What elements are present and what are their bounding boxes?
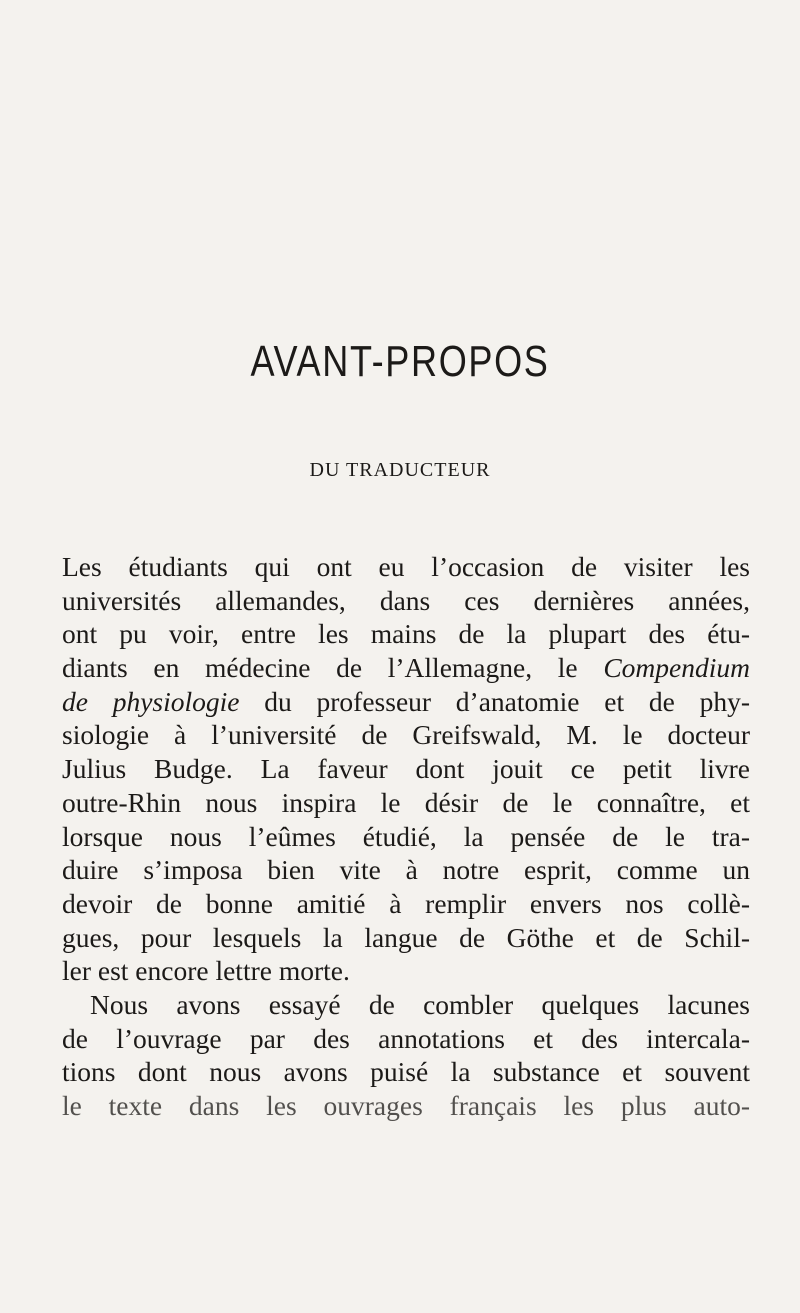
text-line bbox=[62, 651, 750, 685]
text-line: ont pu voir, entre les mains de la plupart des étu- bbox=[62, 618, 750, 650]
text-line: Julius Budge. La faveur dont jouit ce petit livre bbox=[62, 753, 750, 785]
text-line: gues, pour lesquels la langue de Göthe et de Schil- bbox=[62, 921, 750, 953]
text-line: universités allemandes, dans ces dernières années, bbox=[62, 584, 750, 616]
italic-title-segment: Compendium bbox=[603, 652, 750, 684]
text-line: Nous avons essayé de combler quelques lacunes bbox=[90, 988, 750, 1020]
page-title: AVANT-PROPOS bbox=[250, 337, 550, 386]
text-line: ler est encore lettre morte. bbox=[62, 955, 350, 987]
text-line: siologie à l’université de Greifswald, M. le docteur bbox=[62, 719, 750, 751]
body-text bbox=[62, 550, 750, 1123]
text-line bbox=[62, 685, 750, 719]
text-segment: du professeur d’anatomie et de phy- bbox=[239, 685, 750, 717]
text-line: lorsque nous l’eûmes étudié, la pensée de le tra- bbox=[62, 820, 750, 852]
text-line: tions dont nous avons puisé la substance et souvent bbox=[62, 1056, 750, 1088]
text-line: de l’ouvrage par des annotations et des intercala- bbox=[62, 1022, 750, 1054]
text-line: outre-Rhin nous inspira le désir de le connaître, et bbox=[62, 786, 750, 818]
text-line: devoir de bonne amitié à remplir envers nos collè- bbox=[62, 887, 750, 919]
text-line: Les étudiants qui ont eu l’occasion de visiter les bbox=[62, 551, 750, 582]
text-segment: diants en médecine de l’Allemagne, le bbox=[62, 652, 604, 684]
italic-title-segment: de physiologie bbox=[62, 685, 240, 717]
text-line: duire s’imposa bien vite à notre esprit, comme un bbox=[62, 854, 750, 886]
page-subtitle: DU TRADUCTEUR bbox=[309, 459, 491, 481]
text-line: le texte dans les ouvrages français les plus auto- bbox=[62, 1090, 750, 1121]
